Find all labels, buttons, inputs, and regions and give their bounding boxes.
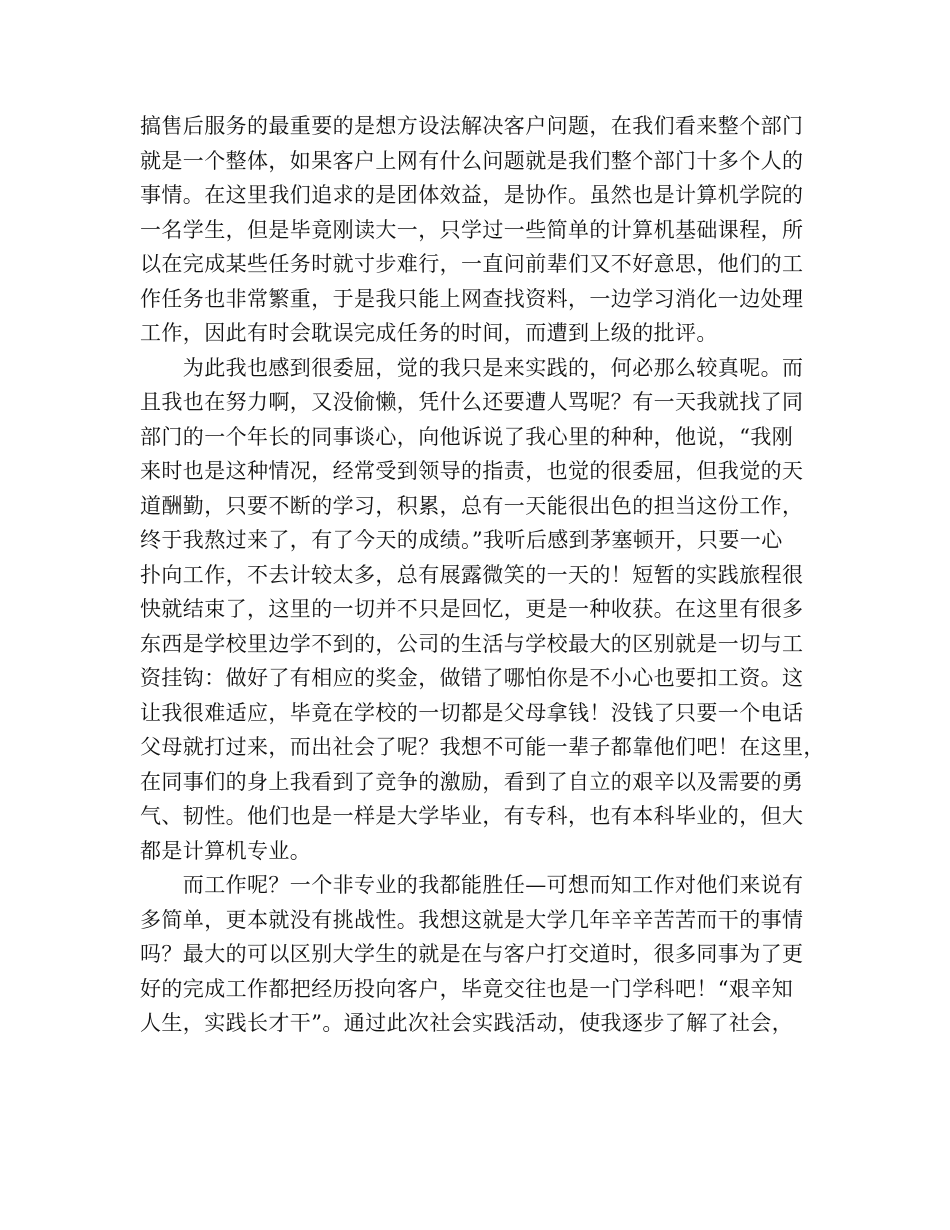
text-line: 快就结束了，这里的一切并不只是回忆，更是一种收获。在这里有很多 (140, 597, 804, 621)
text-line: 资挂钩：做好了有相应的奖金，做错了哪怕你是不小心也要扣工资。这 (140, 666, 804, 690)
body-text (140, 109, 825, 1041)
text-line: 吗？最大的可以区别大学生的就是在与客户打交道时，很多同事为了更 (140, 942, 804, 966)
text-line: 且我也在努力啊，又没偷懒，凭什么还要遭人骂呢？有一天我就找了同 (140, 390, 804, 414)
text-line: 工作，因此有时会耽误完成任务的时间，而遭到上级的批评。 (140, 321, 718, 345)
text-line: 部门的一个年长的同事谈心，向他诉说了我心里的种种，他说，“我刚 (140, 424, 794, 449)
text-line: 而工作呢？一个非专业的我都能胜任—可想而知工作对他们来说有 (140, 873, 804, 897)
text-line: 东西是学校里边学不到的，公司的生活与学校最大的区别就是一切与工 (140, 631, 804, 656)
text-line: 一名学生，但是毕竟刚读大一，只学过一些简单的计算机基础课程，所 (140, 217, 804, 242)
text-line: 让我很难适应，毕竟在学校的一切都是父母拿钱！没钱了只要一个电话 (140, 700, 804, 725)
text-line: 作任务也非常繁重，于是我只能上网查找资料，一边学习消化一边处理 (140, 286, 804, 311)
text-line: 来时也是这种情况，经常受到领导的指责，也觉的很委屈，但我觉的天 (140, 459, 804, 483)
text-line: 事情。在这里我们追求的是团体效益，是协作。虽然也是计算机学院的 (140, 183, 804, 207)
text-line: 为此我也感到很委屈，觉的我只是来实践的，何必那么较真呢。而 (140, 355, 804, 380)
text-line: 气、韧性。他们也是一样是大学毕业，有专科，也有本科毕业的，但大 (140, 804, 804, 828)
text-line: 就是一个整体，如果客户上网有什么问题就是我们整个部门十多个人的 (140, 148, 804, 173)
text-line: 在同事们的身上我看到了竞争的激励，看到了自立的艰辛以及需要的勇 (140, 769, 804, 794)
text-line: 终于我熬过来了，有了今天的成绩。”我听后感到茅塞顿开，只要一心 (140, 528, 783, 552)
text-line: 好的完成工作都把经历投向客户，毕竟交往也是一门学科吧！“艰辛知 (140, 976, 794, 1001)
text-line: 搞售后服务的最重要的是想方设法解决客户问题，在我们看来整个部门 (140, 114, 804, 138)
text-line: 多简单，更本就没有挑战性。我想这就是大学几年辛辛苦苦而干的事情 (140, 907, 804, 932)
text-line: 道酬勤，只要不断的学习，积累，总有一天能很出色的担当这份工作， (140, 493, 804, 518)
text-line: 人生，实践长才干”。通过此次社会实践活动，使我逐步了解了社会， (140, 1011, 794, 1035)
text-line: 父母就打过来，而出社会了呢？我想不可能一辈子都靠他们吧！在这里， (140, 735, 825, 759)
text-line: 都是计算机专业。 (140, 838, 312, 863)
text-line: 以在完成某些任务时就寸步难行，一直问前辈们又不好意思，他们的工 (140, 252, 804, 276)
text-line: 扑向工作，不去计较太多，总有展露微笑的一天的！短暂的实践旅程很 (140, 562, 804, 587)
